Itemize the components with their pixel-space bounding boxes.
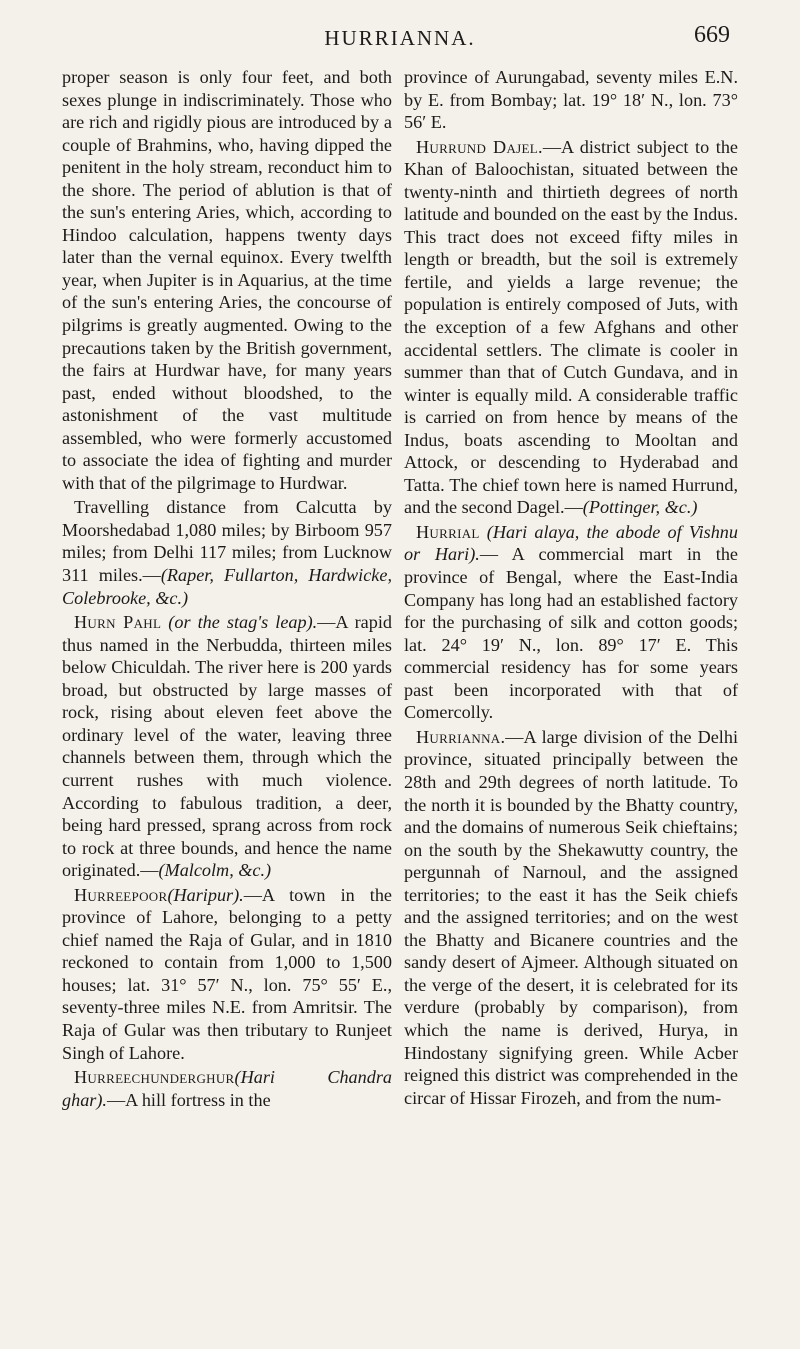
- entry-gloss: (Hari alaya, the abode of Vishnu or Hari).: [404, 521, 738, 565]
- entry-term: Hurrund Dajel.: [416, 136, 543, 157]
- entry-term: Hurn Pahl: [74, 612, 162, 633]
- entry-text: —A district subject to the Khan of Baloochistan, situated between the twenty-ninth and thirtieth degrees of north latitude and bounded on the east by the Indus. This tract does not exceed fifty miles in length or breadth, but the soil is extremely fertile, and yields a large revenue; the population is entirely composed of Juts, with the exception of a few Afghans and other accidental settlers. The climate is cooler in summer than that of Cutch Gundava, and in winter is equally mild. A considerable traffic is carried on from hence by means of the Indus, boats ascending to Mooltan and Attock, or descending to Hyderabad and Tatta. The chief town here is named Hurrund, and the second Dagel.—: [404, 136, 738, 518]
- entry-text: —A rapid thus named in the Nerbudda, thirteen miles below Chiculdah. The river here is 200 yards broad, but obstructed by large masses of rock, rising about eleven feet above the ordinary level of the water, leaving three channels between them, through which the current rushes with much violence. According to fabulous tradition, a deer, being hard pressed, sprang across from rock to rock at three bounds, and hence the name originated.—: [62, 612, 392, 881]
- references: (Pottinger, &c.): [582, 497, 698, 518]
- right-column: [404, 66, 738, 1109]
- page-number: 669: [694, 22, 730, 48]
- entry-term: Hurreechunderghur: [74, 1067, 235, 1088]
- entry-term: Hurrial: [416, 521, 480, 542]
- paragraph-text: Travelling distance from Calcutta by Moorshedabad 1,080 miles; by Birboom 957 miles; from Delhi 117 miles; from Lucknow 311 miles.—: [62, 497, 392, 586]
- entry-text: —A town in the province of Lahore, belonging to a petty chief named the Raja of Gular, and in 1810 reckoned to contain from 1,000 to 1,500 houses; lat. 31° 57′ N., lon. 75° 55′ E., seventy-three miles N.E. from Amritsir. The Raja of Gular was then tributary to Runjeet Singh of Lahore.: [62, 884, 392, 1063]
- paragraph-text: province of Aurungabad, seventy miles E.N. by E. from Bombay; lat. 19° 18′ N., lon. 73° 56′ E.: [404, 67, 738, 133]
- entry-term: Hurreepoor: [74, 884, 168, 905]
- entry-text: —A hill fortress in the: [106, 1089, 271, 1110]
- running-head: [60, 22, 740, 56]
- entry-gloss: (Haripur).: [167, 884, 244, 905]
- page-title: HURRIANNA.: [324, 26, 476, 50]
- entry-hurrial: [404, 521, 738, 724]
- left-column: [62, 66, 392, 1111]
- entry-hurreechunderghur: [62, 1066, 392, 1111]
- entry-hurrianna: [404, 726, 738, 1109]
- distance-paragraph: [62, 496, 392, 609]
- entry-gloss: (or the stag's leap).: [168, 612, 318, 633]
- entry-gloss: (Hari Chandra ghar).: [62, 1067, 392, 1110]
- references: (Raper, Fullarton, Hardwicke, Colebrooke, &c.): [62, 565, 392, 608]
- entry-text: —A large division of the Delhi province, situated principally between the 28th and 29th degrees of north latitude. To the north it is bounded by the Bhatty country, and the domains of numerous Seik chieftains; on the south by the Shekawutty country, the pergunnah of Narnoul, and the assigned territories; to the east it has the Seik chiefs and the assigned territories; and on the west the Bhatty and Bicanere countries and the sandy desert of Ajmeer. Although situated on the verge of the desert, it is celebrated for its verdure (probably by comparison), from which the name is derived, Hurya, in Hindostany signifying green. While Acber reigned this district was comprehended in the circar of Hissar Firozeh, and from the num-: [404, 726, 738, 1108]
- entry-term: Hurrianna.: [416, 726, 506, 747]
- continued-paragraph: [404, 66, 738, 134]
- entry-hurrund-dajel: [404, 136, 738, 519]
- entry-hurn-pahl: [62, 611, 392, 882]
- references: (Malcolm, &c.): [158, 860, 272, 881]
- entry-text: — A commercial mart in the province of Bengal, where the East-India Company has long had an established factory for the purchasing of silk and cotton goods; lat. 24° 19′ N., lon. 89° 17′ E. This commercial residency has for some years past been incorporated with that of Comercolly.: [404, 544, 738, 723]
- paragraph-text: proper season is only four feet, and both sexes plunge in indiscriminately. Those who are rich and rigidly pious are introduced by a couple of Brahmins, who, having dipped the penitent in the holy stream, reconduct him to the shore. The period of ablution is that of the sun's entering Aries, which, according to Hindoo calculation, happens twenty days later than the vernal equinox. Every twelfth year, when Jupiter is in Aquarius, at the time of the sun's entering Aries, the concourse of pilgrims is greatly augmented. Owing to the precautions taken by the British government, the fairs at Hurdwar have, for many years past, ended without bloodshed, to the astonishment of the vast multitude assembled, who were formerly accustomed to associate the idea of fighting and murder with that of the pilgrimage to Hurdwar.: [62, 67, 392, 493]
- entry-hurreepoor: [62, 884, 392, 1064]
- continued-paragraph: [62, 66, 392, 494]
